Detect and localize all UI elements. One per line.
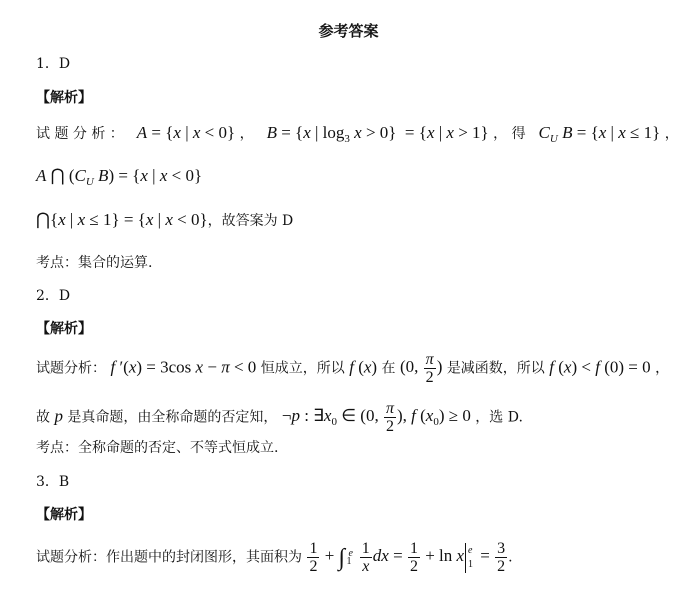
- q3-area-formula: $\frac{1}{2}$ + ∫ e 1 $\frac{1}{x}$ dx = $\frac{1}{2}$ + ln x e 1 = $\frac{3}{2}$: [309, 540, 506, 575]
- q2-line1: 试题分析： f ′(x) = 3cos x − π < 0 恒成立，所以 f (x) 在 (0, $\frac{\pi}{2}$ ) 是减函数，所以 f (x) < f (0) = 0 ，: [36, 351, 670, 386]
- q1-kaodian: 考点：集合的运算.: [36, 255, 153, 271]
- q1-analysis-tag: 【解析】: [36, 90, 92, 106]
- q1-line2: [36, 166, 202, 192]
- q2-analysis-tag: 【解析】: [36, 321, 92, 337]
- q3-line1: 试题分析：作出题中的封闭图形，其面积为 $\frac{1}{2}$ + ∫ e 1 $\frac{1}{x}$ dx = $\frac{1}{2}$ + ln x e 1 = $\frac{3}{2}$ .: [36, 540, 513, 575]
- q1-set-a: A = {x | x < 0}: [136, 123, 236, 142]
- page-title: 参考答案: [318, 22, 379, 40]
- q2-derivative: f ′(x) = 3cos x − π < 0: [110, 357, 257, 377]
- q3-answer: 3．B: [36, 474, 70, 490]
- q1-label: 试 题 分 析 ：: [36, 126, 124, 142]
- q2-negation: ¬p : $\exists x_0$ ∈ (0, $\frac{\pi}{2}$ ), f $(x_0) \ge 0$: [281, 400, 471, 435]
- q1-complement-b: $C_U$ B = {x | x ≤ 1}: [538, 123, 661, 145]
- q1-result: ⋂{x | x ≤ 1} = {x | x < 0}: [36, 210, 208, 229]
- q1-intersection: A ⋂ ($C_U$ B) = {x | x < 0}: [36, 166, 203, 188]
- q2-answer: 2．D: [36, 288, 71, 304]
- q1-line1: 试 题 分 析 ： A = {x | x < 0} ， B = {x | $\log_3 x > 0\} = \{x$ | x > 1} ， 得 $C_U$ B = {x | x ≤ 1} ，: [36, 123, 679, 145]
- q2-kaodian: 考点：全称命题的否定、不等式恒成立.: [36, 440, 279, 456]
- q1-line3: ⋂{x | x ≤ 1} = {x | x < 0}，故答案为 D: [36, 210, 294, 229]
- q1-set-b: B = {x | $\log_3 x > 0\} = \{x$ | x > 1}: [266, 123, 489, 145]
- q1-answer: 1．D: [36, 56, 71, 72]
- q2-interval: (0, $\frac{\pi}{2}$ ): [400, 351, 443, 386]
- q3-analysis-tag: 【解析】: [36, 507, 92, 523]
- q2-line2: 故 p 是真命题，由全称命题的否定知， ¬p : $\exists x_0$ ∈ (0, $\frac{\pi}{2}$ ), f $(x_0) \ge 0$ ，选 D.: [36, 400, 523, 435]
